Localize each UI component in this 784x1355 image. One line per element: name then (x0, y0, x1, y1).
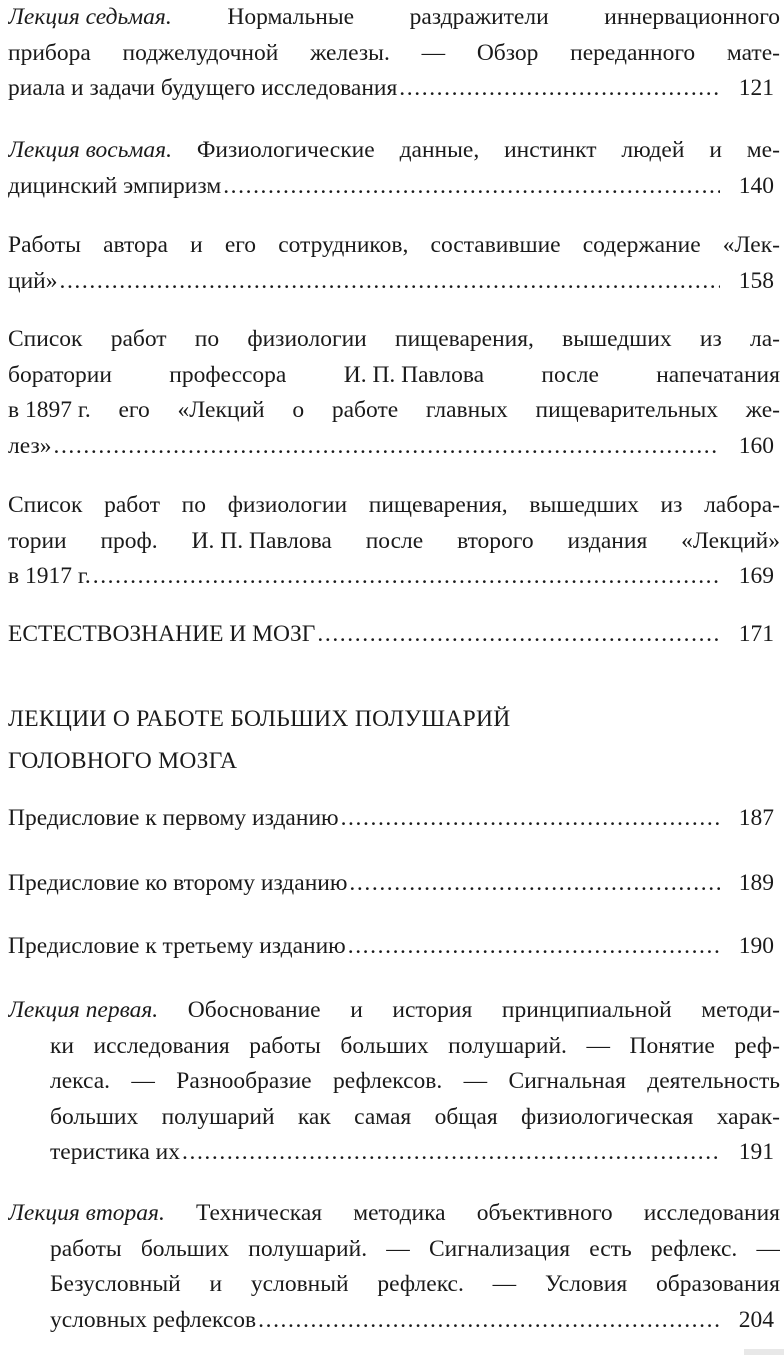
toc-word: составившие (430, 232, 561, 258)
toc-word: тории (8, 527, 67, 554)
dot-leader (317, 617, 720, 653)
toc-word: сотрудников, (278, 232, 409, 258)
toc-word: деятельность (647, 1068, 780, 1095)
toc-word: больших (50, 1103, 139, 1130)
dot-leader (258, 1303, 720, 1339)
page-number: 158 (738, 267, 774, 294)
toc-entry-line (8, 1100, 780, 1136)
dot-leader (341, 801, 720, 837)
toc-word: второго (457, 527, 534, 554)
toc-entry-text: Предисловие к третьему изданию (8, 933, 346, 959)
toc-entry[interactable] (8, 322, 780, 464)
toc-word: физиологии (247, 326, 367, 352)
toc-entry-final-line (8, 801, 780, 837)
toc-word: и (190, 232, 203, 258)
toc-word: И. П. Павлова (191, 527, 332, 554)
page-number: 189 (738, 870, 774, 896)
toc-word: методи- (701, 997, 780, 1023)
toc-entry-final-line (8, 1303, 780, 1339)
toc-word: данные, (399, 137, 480, 163)
section-heading-line-1: ЛЕКЦИИ О РАБОТЕ БОЛЬШИХ ПОЛУШАРИЙ (8, 706, 511, 732)
toc-entry-line (8, 993, 780, 1029)
section-heading-line-2: ГОЛОВНОГО МОЗГА (8, 748, 238, 774)
toc-word: его (118, 397, 150, 424)
dot-leader (182, 1135, 720, 1171)
toc-word: — (131, 1068, 155, 1095)
toc-word: Сигнальная (508, 1068, 626, 1095)
toc-word: железы. (310, 39, 390, 66)
toc-word: Разнообразие (176, 1068, 312, 1095)
toc-word: исследования (643, 1200, 780, 1226)
toc-entry-line (8, 393, 780, 429)
toc-word: его (224, 232, 257, 258)
toc-word: работы (50, 1235, 122, 1262)
toc-word: лекса. (50, 1068, 111, 1095)
toc-entry[interactable] (8, 1196, 780, 1338)
toc-entry-line (8, 133, 780, 169)
toc-word: «Лек- (722, 232, 780, 258)
toc-word: Безусловный (50, 1271, 181, 1298)
toc-word: рефлекс. (650, 1235, 738, 1262)
page-number: 160 (738, 432, 774, 459)
toc-entry-line (8, 1029, 780, 1065)
toc-word: главных (425, 397, 508, 424)
toc-word: Список (8, 492, 83, 518)
toc-word: содержание (582, 232, 701, 258)
toc-word: после (365, 527, 424, 554)
toc-entry[interactable] (8, 617, 780, 653)
toc-word: работы (249, 1032, 321, 1059)
toc-entry-text: ций» (8, 267, 58, 294)
toc-entry-final-line (8, 429, 780, 465)
toc-word: — (492, 1271, 517, 1298)
toc-word: Обоснование (187, 997, 321, 1023)
toc-word: история (392, 997, 473, 1023)
toc-word: — (463, 1068, 488, 1095)
dot-leader (53, 429, 720, 465)
toc-word: Работы (8, 232, 81, 258)
dot-leader (348, 929, 720, 965)
toc-entry-final-line (8, 71, 780, 107)
toc-word: профессора (169, 361, 287, 388)
toc-word: работе (331, 397, 399, 424)
toc-word: боратории (8, 361, 112, 388)
toc-entry-text: в 1917 г. (8, 563, 91, 590)
toc-word: пищеварения, (368, 492, 508, 518)
toc-word: больших (340, 1032, 429, 1059)
toc-word: ме- (746, 137, 780, 163)
toc-entry-text: условных рефлексов (50, 1306, 257, 1333)
toc-entry-final-line (8, 617, 780, 653)
page-number: 140 (738, 172, 774, 199)
dot-leader (223, 169, 720, 205)
toc-word: Лекция вторая. (8, 1200, 165, 1226)
toc-word: физиологии (227, 492, 348, 518)
toc-word: — (586, 1032, 610, 1059)
toc-word: Обзор (476, 39, 539, 66)
toc-word: харак- (716, 1103, 780, 1130)
toc-word: — (421, 39, 446, 66)
toc-entry-line (8, 0, 780, 36)
toc-word: переданного (570, 39, 696, 66)
toc-entry-final-line (8, 264, 780, 300)
toc-entry-line (8, 1064, 780, 1100)
page-number: 171 (738, 621, 774, 647)
toc-word: ки (50, 1032, 74, 1059)
toc-word: условный (250, 1271, 349, 1298)
toc-entry-line (8, 524, 780, 560)
toc-word: — (756, 1235, 780, 1262)
toc-entry-text: Предисловие ко второму изданию (8, 870, 348, 896)
page-number: 187 (738, 805, 774, 831)
toc-entry[interactable] (8, 488, 780, 595)
toc-word: о (292, 397, 305, 424)
toc-word: объективного (476, 1200, 613, 1226)
toc-word: самая (354, 1103, 412, 1130)
toc-entry-line (8, 1196, 780, 1232)
toc-word: людей (621, 137, 685, 163)
toc-word: общая (434, 1103, 498, 1130)
toc-word: физиологическая (520, 1103, 694, 1130)
toc-word: Техническая (196, 1200, 323, 1226)
toc-word: Физиологические (196, 137, 375, 163)
toc-word: в 1897 г. (8, 397, 91, 424)
toc-word: Лекция восьмая. (8, 137, 172, 163)
toc-entry[interactable] (8, 993, 780, 1171)
toc-word: вышедших (529, 492, 639, 518)
toc-word: реф- (734, 1032, 780, 1059)
toc-entry[interactable] (8, 228, 780, 299)
toc-word: ла- (750, 326, 780, 352)
toc-word: рефлексов. (332, 1068, 443, 1095)
toc-entry[interactable] (8, 929, 780, 965)
toc-entry-text: риала и задачи будущего исследования (8, 75, 398, 102)
toc-word: работ (104, 492, 160, 518)
toc-entry-line (8, 322, 780, 358)
toc-word: «Лекций» (681, 527, 780, 554)
page-number: 191 (738, 1139, 774, 1166)
toc-entry-final-line (8, 866, 780, 902)
toc-word: — (386, 1235, 410, 1262)
toc-word: Список (8, 326, 83, 352)
page-number: 190 (738, 933, 774, 959)
toc-entry-final-line (8, 929, 780, 965)
toc-word: инстинкт (504, 137, 597, 163)
toc-word: пищеварительных (535, 397, 718, 424)
toc-word: Лекция седьмая. (8, 4, 172, 30)
toc-word: есть (589, 1235, 632, 1262)
dot-leader (59, 264, 720, 300)
toc-word: и (709, 137, 722, 163)
toc-word: полушарий (161, 1103, 275, 1130)
toc-word: после (541, 361, 599, 388)
toc-word: методика (353, 1200, 446, 1226)
toc-word: полушарий. (248, 1235, 368, 1262)
section-heading (8, 698, 511, 782)
toc-entry-final-line (8, 1135, 780, 1171)
toc-word: по (194, 326, 220, 352)
toc-word: И. П. Павлова (343, 361, 485, 388)
toc-entry-line (8, 36, 780, 72)
toc-word: работ (110, 326, 167, 352)
toc-word: и (209, 1271, 223, 1298)
toc-word: поджелудочной (122, 39, 279, 66)
toc-word: «Лекций (177, 397, 265, 424)
page-number: 121 (738, 75, 774, 102)
toc-word: пищеварения, (395, 326, 534, 352)
toc-word: раздражители (409, 4, 549, 30)
toc-entry-final-line (8, 559, 780, 595)
toc-entry-text: теристика их (50, 1139, 180, 1166)
toc-word: Сигнализация (428, 1235, 571, 1262)
toc-entry[interactable] (8, 801, 780, 837)
toc-word: Понятие (629, 1032, 715, 1059)
toc-word: автора (103, 232, 168, 258)
toc-word: лабора- (704, 492, 780, 518)
toc-word: Нормальные (227, 4, 355, 30)
toc-word: из (660, 492, 683, 518)
toc-word: напечатания (656, 361, 780, 388)
toc-entry-line (8, 1267, 780, 1303)
toc-entry[interactable] (8, 133, 780, 204)
toc-word: же- (745, 397, 780, 424)
toc-word: больших (140, 1235, 230, 1262)
dot-leader (349, 866, 720, 902)
toc-entry-text: ЕСТЕСТВОЗНАНИЕ И МОЗГ (8, 621, 316, 647)
toc-entry-text: Предисловие к первому изданию (8, 805, 339, 831)
toc-word: мате- (726, 39, 780, 66)
toc-entry-final-line (8, 169, 780, 205)
page-number: 204 (738, 1306, 774, 1333)
toc-entry-text: дицинский эмпиризм (8, 172, 222, 199)
toc-word: и (350, 997, 363, 1023)
toc-word: как (297, 1103, 331, 1130)
toc-entry-line (8, 358, 780, 394)
toc-entry-line (8, 488, 780, 524)
dot-leader (93, 559, 720, 595)
toc-entry[interactable] (8, 866, 780, 902)
toc-word: вышедших (562, 326, 672, 352)
toc-word: прибора (8, 39, 91, 66)
toc-word: образования (655, 1271, 780, 1298)
toc-entry[interactable] (8, 0, 780, 107)
toc-word: Условия (544, 1271, 628, 1298)
toc-word: исследования (93, 1032, 230, 1059)
toc-word: издания (567, 527, 648, 554)
page-number: 169 (738, 563, 774, 590)
toc-word: из (699, 326, 722, 352)
toc-word: полушарий. (448, 1032, 567, 1059)
page-edge-mark (744, 1349, 784, 1355)
toc-word: проф. (100, 527, 158, 554)
toc-entry-line (8, 228, 780, 264)
toc-word: принципиальной (501, 997, 672, 1023)
toc-word: иннервационного (604, 4, 780, 30)
toc-word: рефлекс. (377, 1271, 464, 1298)
dot-leader (399, 71, 720, 107)
toc-entry-text: лез» (8, 432, 52, 459)
toc-entry-line (8, 1232, 780, 1268)
toc-word: по (181, 492, 206, 518)
toc-word: Лекция первая. (8, 997, 159, 1023)
